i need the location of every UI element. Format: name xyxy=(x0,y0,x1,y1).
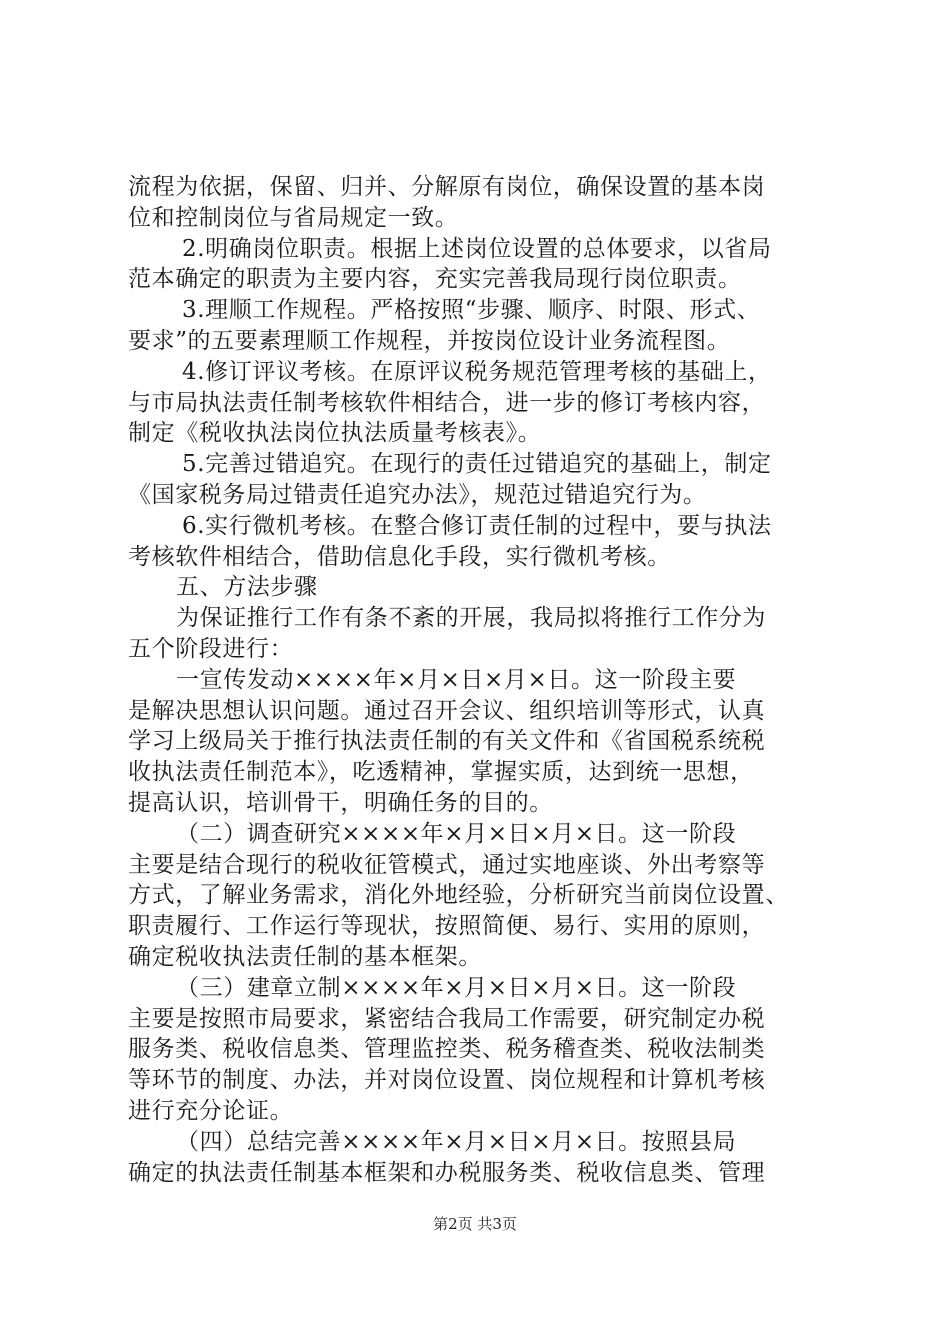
text-line: 6.实行微机考核。在整合修订责任制的过程中，要与执法 xyxy=(182,512,772,539)
text-line: 制定《税收执法岗位执法质量考核表》。 xyxy=(128,420,542,447)
text-line: 范本确定的职责为主要内容，充实完善我局现行岗位职责。 xyxy=(128,266,742,293)
text-line: 提高认识，培训骨干，明确任务的目的。 xyxy=(128,789,553,816)
text-line: 进行充分论证。 xyxy=(128,1097,294,1124)
text-line: 5.完善过错追究。在现行的责任过错追究的基础上，制定 xyxy=(182,451,772,478)
text-line: 位和控制岗位与省局规定一致。 xyxy=(128,204,459,231)
text-line: 要求”的五要素理顺工作规程，并按岗位设计业务流程图。 xyxy=(128,327,731,354)
text-line: 确定税收执法责任制的基本框架。 xyxy=(128,943,482,970)
text-line: 服务类、税收信息类、管理监控类、税务稽查类、税收法制类 xyxy=(128,1036,766,1063)
text-line: 学习上级局关于推行执法责任制的有关文件和《省国税系统税 xyxy=(128,728,766,755)
text-line: 主要是按照市局要求，紧密结合我局工作需要，研究制定办税 xyxy=(128,1005,766,1032)
text-line: 与市局执法责任制考核软件相结合，进一步的修订考核内容， xyxy=(128,389,766,416)
text-line: 职责履行、工作运行等现状，按照简便、易行、实用的原则， xyxy=(128,913,766,940)
text-line: 2.明确岗位职责。根据上述岗位设置的总体要求，以省局 xyxy=(182,235,772,262)
text-line: 流程为依据，保留、归并、分解原有岗位，确保设置的基本岗 xyxy=(128,174,766,200)
text-line: 确定的执法责任制基本框架和办税服务类、税收信息类、管理 xyxy=(128,1159,766,1186)
text-line: （三）建章立制××××年×月×日×月×日。这一阶段 xyxy=(176,974,737,1001)
text-line: 收执法责任制范本》，吃透精神，掌握实质，达到统一思想， xyxy=(128,759,754,786)
text-line: 是解决思想认识问题。通过召开会议、组织培训等形式，认真 xyxy=(128,697,766,724)
text-line: 为保证推行工作有条不紊的开展，我局拟将推行工作分为 xyxy=(176,605,766,632)
document-body xyxy=(128,172,848,1188)
text-line: 五、方法步骤 xyxy=(176,574,318,601)
text-line: 《国家税务局过错责任追究办法》，规范过错追究行为。 xyxy=(128,481,707,508)
text-line: 五个阶段进行： xyxy=(128,635,294,662)
text-line: 3.理顺工作规程。严格按照“步骤、顺序、时限、形式、 xyxy=(182,297,761,324)
text-line: 主要是结合现行的税收征管模式，通过实地座谈、外出考察等 xyxy=(128,851,766,878)
text-line: （四）总结完善××××年×月×日×月×日。按照县局 xyxy=(176,1128,737,1155)
text-line: 4.修订评议考核。在原评议税务规范管理考核的基础上， xyxy=(182,358,772,385)
page-footer: 第2页 共3页 xyxy=(433,1215,517,1233)
text-line: （二）调查研究××××年×月×日×月×日。这一阶段 xyxy=(176,820,737,847)
text-line: 方式，了解业务需求，消化外地经验，分析研究当前岗位设置、 xyxy=(128,882,789,909)
text-line: 一宣传发动××××年×月×日×月×日。这一阶段主要 xyxy=(176,666,737,693)
text-line: 等环节的制度、办法，并对岗位设置、岗位规程和计算机考核 xyxy=(128,1067,766,1094)
text-line: 考核软件相结合，借助信息化手段，实行微机考核。 xyxy=(128,543,671,570)
